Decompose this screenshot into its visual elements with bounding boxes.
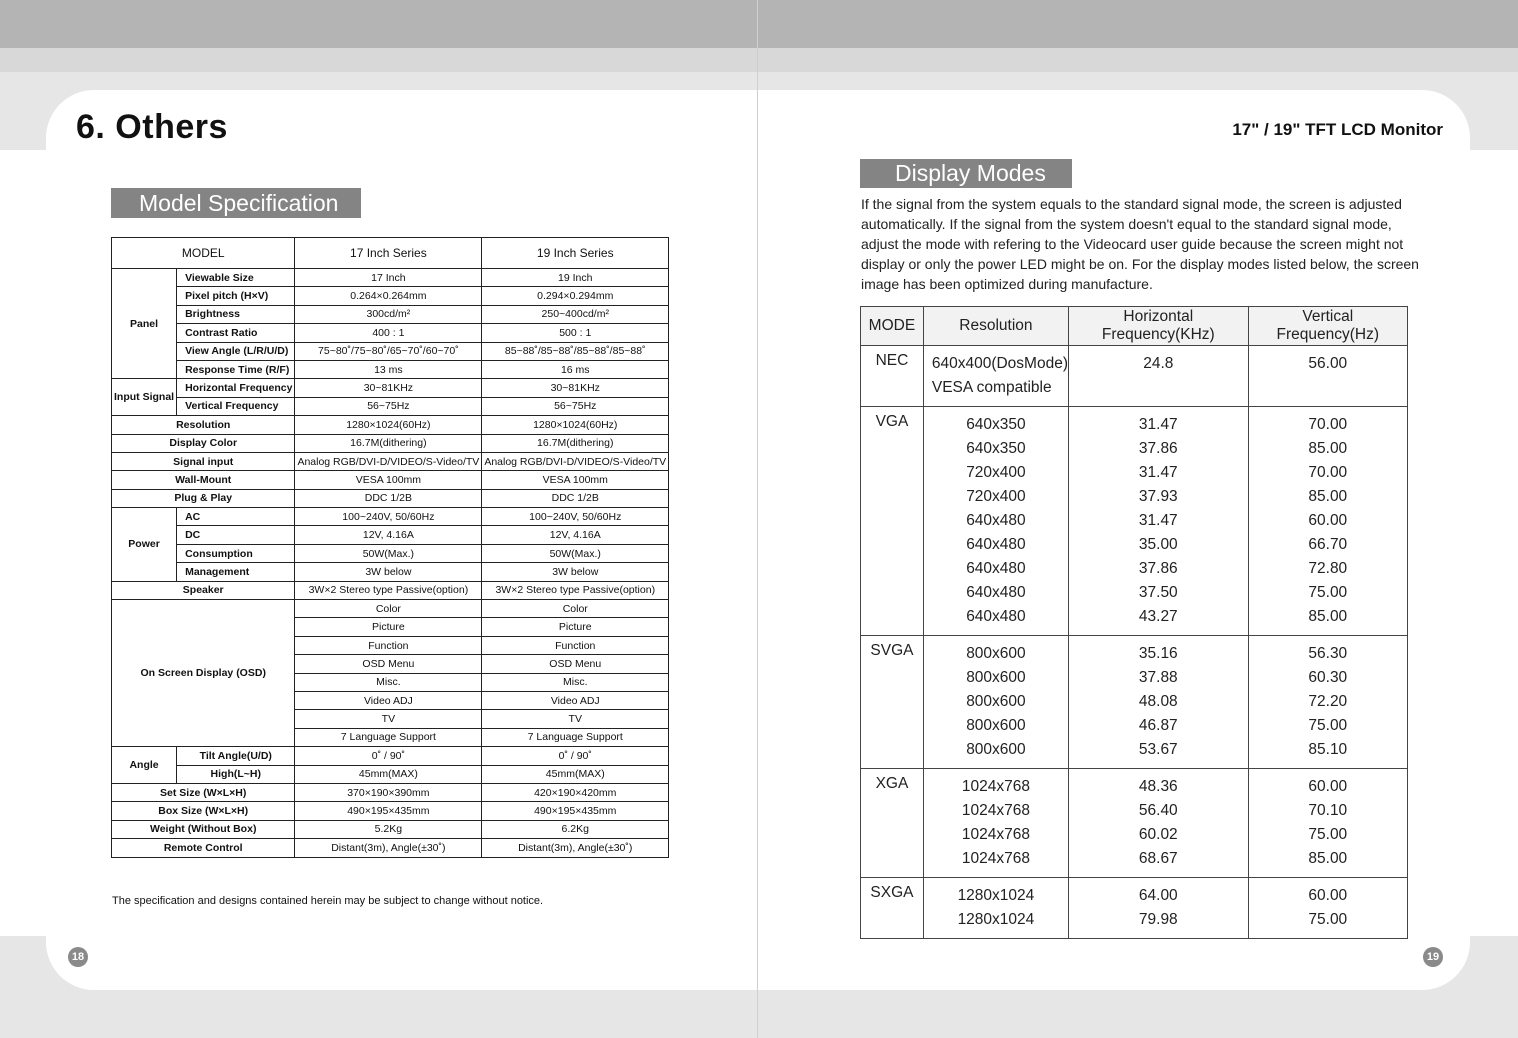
spec-value-17: 5.2Kg xyxy=(295,820,482,838)
spec-row xyxy=(112,452,669,470)
spec-label: Set Size (W×L×H) xyxy=(112,783,295,801)
mode-vfreq: 66.70 xyxy=(1248,533,1407,557)
spec-row xyxy=(112,342,669,360)
mode-resolution: 640x350 xyxy=(923,407,1068,438)
mode-vfreq: 56.00 xyxy=(1248,346,1407,377)
spec-value-17: 12V, 4.16A xyxy=(295,526,482,544)
spec-value-17: Video ADJ xyxy=(295,691,482,709)
mode-hfreq: 37.50 xyxy=(1069,581,1249,605)
spec-value-17: 3W×2 Stereo type Passive(option) xyxy=(295,581,482,599)
mode-resolution: 1024x768 xyxy=(923,847,1068,878)
mode-vfreq: 85.00 xyxy=(1248,485,1407,509)
spec-value-17: 7 Language Support xyxy=(295,728,482,746)
spec-group-label: Panel xyxy=(112,269,177,379)
spec-value-17: 370×190×390mm xyxy=(295,783,482,801)
spec-value-17: 400 : 1 xyxy=(295,324,482,342)
spec-value-19: 490×195×435mm xyxy=(482,802,669,820)
spec-value-17: 3W below xyxy=(295,563,482,581)
spec-value-19: Analog RGB/DVI-D/VIDEO/S-Video/TV xyxy=(482,452,669,470)
mode-hfreq: 24.8 xyxy=(1069,346,1249,377)
spec-value-17: TV xyxy=(295,710,482,728)
modes-row xyxy=(861,690,1408,714)
mode-label: XGA xyxy=(861,769,924,878)
spec-label: Weight (Without Box) xyxy=(112,820,295,838)
spec-group-label: Angle xyxy=(112,747,177,784)
mode-vfreq: 85.00 xyxy=(1248,437,1407,461)
spec-value-19: 3W×2 Stereo type Passive(option) xyxy=(482,581,669,599)
spec-value-19: Function xyxy=(482,636,669,654)
mode-vfreq: 70.10 xyxy=(1248,799,1407,823)
spec-label: Horizontal Frequency xyxy=(177,379,295,397)
mode-vfreq: 75.00 xyxy=(1248,823,1407,847)
top-band-light xyxy=(0,48,1518,72)
mode-resolution: 800x600 xyxy=(923,738,1068,769)
spec-label: DC xyxy=(177,526,295,544)
spec-value-19: 500 : 1 xyxy=(482,324,669,342)
spec-value-19: Misc. xyxy=(482,673,669,691)
spec-value-19: 0˚ / 90˚ xyxy=(482,747,669,765)
modes-row xyxy=(861,636,1408,667)
spec-label: Contrast Ratio xyxy=(177,324,295,342)
mode-hfreq: 35.00 xyxy=(1069,533,1249,557)
mode-vfreq: 60.00 xyxy=(1248,509,1407,533)
modes-row xyxy=(861,509,1408,533)
spec-row xyxy=(112,600,669,618)
spec-row xyxy=(112,379,669,397)
mode-hfreq: 46.87 xyxy=(1069,714,1249,738)
spec-value-19: 7 Language Support xyxy=(482,728,669,746)
mode-hfreq: 68.67 xyxy=(1069,847,1249,878)
mode-resolution: 800x600 xyxy=(923,714,1068,738)
spec-value-19: 50W(Max.) xyxy=(482,544,669,562)
spec-value-19: 45mm(MAX) xyxy=(482,765,669,783)
spec-value-17: VESA 100mm xyxy=(295,471,482,489)
spec-label: View Angle (L/R/U/D) xyxy=(177,342,295,360)
spec-value-17: Misc. xyxy=(295,673,482,691)
spec-value-19: 6.2Kg xyxy=(482,820,669,838)
spec-value-19: OSD Menu xyxy=(482,655,669,673)
spec-value-19: Picture xyxy=(482,618,669,636)
display-modes-table xyxy=(860,306,1408,939)
spec-row xyxy=(112,765,669,783)
chapter-title: 6. Others xyxy=(76,108,228,146)
modes-header-resolution: Resolution xyxy=(923,307,1068,346)
mode-resolution: 1280x1024 xyxy=(923,908,1068,939)
spec-footnote: The specification and designs contained herein may be subject to change without notice. xyxy=(112,895,544,907)
spec-label: Tilt Angle(U/D) xyxy=(177,747,295,765)
spec-table xyxy=(111,237,669,858)
modes-header-vfreq: Vertical Frequency(Hz) xyxy=(1248,307,1407,346)
spec-value-19: 19 Inch xyxy=(482,269,669,287)
mode-resolution: 640x480 xyxy=(923,557,1068,581)
spec-value-19: 420×190×420mm xyxy=(482,783,669,801)
spec-value-19: 3W below xyxy=(482,563,669,581)
spec-row xyxy=(112,802,669,820)
spec-header-17: 17 Inch Series xyxy=(295,238,482,269)
mode-hfreq: 48.08 xyxy=(1069,690,1249,714)
mode-resolution: 800x600 xyxy=(923,636,1068,667)
mode-hfreq: 43.27 xyxy=(1069,605,1249,636)
spec-row xyxy=(112,747,669,765)
spec-value-17: 16.7M(dithering) xyxy=(295,434,482,452)
mode-hfreq: 31.47 xyxy=(1069,461,1249,485)
spec-label: Consumption xyxy=(177,544,295,562)
spec-value-17: OSD Menu xyxy=(295,655,482,673)
mode-label: NEC xyxy=(861,346,924,407)
spec-label: High(L~H) xyxy=(177,765,295,783)
spec-row xyxy=(112,434,669,452)
mode-hfreq: 37.86 xyxy=(1069,557,1249,581)
mode-vfreq: 72.20 xyxy=(1248,690,1407,714)
spec-label: Signal input xyxy=(112,452,295,470)
mode-resolution: 640x480 xyxy=(923,509,1068,533)
spec-row xyxy=(112,305,669,323)
spec-value-17: 0.264×0.264mm xyxy=(295,287,482,305)
spec-row xyxy=(112,563,669,581)
mode-hfreq: 79.98 xyxy=(1069,908,1249,939)
mode-label: SXGA xyxy=(861,878,924,939)
modes-row xyxy=(861,581,1408,605)
spec-value-17: 1280×1024(60Hz) xyxy=(295,416,482,434)
mode-hfreq: 56.40 xyxy=(1069,799,1249,823)
mode-resolution: 720x400 xyxy=(923,461,1068,485)
mode-vfreq: 60.00 xyxy=(1248,769,1407,800)
modes-row xyxy=(861,799,1408,823)
mode-resolution: 800x600 xyxy=(923,690,1068,714)
mode-hfreq: 60.02 xyxy=(1069,823,1249,847)
mode-hfreq: 37.93 xyxy=(1069,485,1249,509)
mode-hfreq: 48.36 xyxy=(1069,769,1249,800)
mode-vfreq: 60.30 xyxy=(1248,666,1407,690)
modes-row xyxy=(861,738,1408,769)
mode-vfreq: 85.00 xyxy=(1248,847,1407,878)
modes-row xyxy=(861,376,1408,407)
mode-resolution: 640x350 xyxy=(923,437,1068,461)
spec-group-label: Input Signal xyxy=(112,379,177,416)
spec-value-19: Distant(3m), Angle(±30˚) xyxy=(482,839,669,857)
spec-row xyxy=(112,397,669,415)
spec-row xyxy=(112,526,669,544)
page-spine xyxy=(757,0,758,1038)
modes-row xyxy=(861,533,1408,557)
mode-label: SVGA xyxy=(861,636,924,769)
modes-row xyxy=(861,908,1408,939)
mode-hfreq: 31.47 xyxy=(1069,509,1249,533)
spec-value-19: Video ADJ xyxy=(482,691,669,709)
top-band xyxy=(0,0,1518,48)
model-spec-heading: Model Specification xyxy=(111,188,361,218)
spec-value-17: 30~81KHz xyxy=(295,379,482,397)
spec-value-19: Color xyxy=(482,600,669,618)
modes-header-hfreq: Horizontal Frequency(KHz) xyxy=(1069,307,1249,346)
mode-hfreq: 37.86 xyxy=(1069,437,1249,461)
spec-value-17: 17 Inch xyxy=(295,269,482,287)
modes-row xyxy=(861,769,1408,800)
spec-row xyxy=(112,489,669,507)
mode-vfreq: 60.00 xyxy=(1248,878,1407,909)
mode-hfreq: 37.88 xyxy=(1069,666,1249,690)
spec-row xyxy=(112,360,669,378)
mode-resolution: 800x600 xyxy=(923,666,1068,690)
mode-resolution: 1024x768 xyxy=(923,799,1068,823)
mode-vfreq: 75.00 xyxy=(1248,581,1407,605)
intro-line: automatically. If the signal from the system doesn't equal to the standard signal mode, xyxy=(861,216,1392,232)
mode-vfreq: 75.00 xyxy=(1248,908,1407,939)
spec-group-label: Power xyxy=(112,508,177,582)
spec-row xyxy=(112,839,669,857)
modes-row xyxy=(861,666,1408,690)
spec-value-17: 56~75Hz xyxy=(295,397,482,415)
spec-label: AC xyxy=(177,508,295,526)
spec-value-17: Picture xyxy=(295,618,482,636)
spec-value-19: TV xyxy=(482,710,669,728)
mode-label: VGA xyxy=(861,407,924,636)
modes-row xyxy=(861,557,1408,581)
spec-value-19: 250~400cd/m² xyxy=(482,305,669,323)
spec-value-17: Color xyxy=(295,600,482,618)
spec-value-19: VESA 100mm xyxy=(482,471,669,489)
modes-row xyxy=(861,714,1408,738)
spec-row xyxy=(112,287,669,305)
spec-value-19: 100~240V, 50/60Hz xyxy=(482,508,669,526)
intro-line: If the signal from the system equals to the standard signal mode, the screen is adjusted xyxy=(861,196,1402,212)
spec-value-17: 45mm(MAX) xyxy=(295,765,482,783)
spec-label: Wall-Mount xyxy=(112,471,295,489)
intro-line: adjust the mode with refering to the Videocard user guide because the screen might not xyxy=(861,236,1404,252)
mode-vfreq xyxy=(1248,376,1407,407)
spec-label: Box Size (W×L×H) xyxy=(112,802,295,820)
spec-value-17: 300cd/m² xyxy=(295,305,482,323)
modes-row xyxy=(861,437,1408,461)
mode-resolution: 640x480 xyxy=(923,605,1068,636)
modes-row xyxy=(861,407,1408,438)
mode-resolution: 1024x768 xyxy=(923,823,1068,847)
spec-label: Resolution xyxy=(112,416,295,434)
spec-value-17: DDC 1/2B xyxy=(295,489,482,507)
spec-value-17: 490×195×435mm xyxy=(295,802,482,820)
spec-group-label: On Screen Display (OSD) xyxy=(112,600,295,747)
spec-row xyxy=(112,508,669,526)
mode-resolution: 640x480 xyxy=(923,533,1068,557)
spec-label: Pixel pitch (H×V) xyxy=(177,287,295,305)
spec-value-17: Distant(3m), Angle(±30˚) xyxy=(295,839,482,857)
spec-value-17: 100~240V, 50/60Hz xyxy=(295,508,482,526)
right-margin xyxy=(1470,150,1518,936)
mode-hfreq: 31.47 xyxy=(1069,407,1249,438)
spec-label: Vertical Frequency xyxy=(177,397,295,415)
spec-value-19: DDC 1/2B xyxy=(482,489,669,507)
mode-resolution: 640x480 xyxy=(923,581,1068,605)
mode-resolution: 1024x768 xyxy=(923,769,1068,800)
spec-value-17: Analog RGB/DVI-D/VIDEO/S-Video/TV xyxy=(295,452,482,470)
modes-row xyxy=(861,847,1408,878)
left-margin xyxy=(0,150,46,936)
page-number-left: 18 xyxy=(68,947,88,967)
spec-value-17: 13 ms xyxy=(295,360,482,378)
mode-vfreq: 70.00 xyxy=(1248,461,1407,485)
display-modes-heading: Display Modes xyxy=(860,159,1072,188)
spec-label: Viewable Size xyxy=(177,269,295,287)
spec-row xyxy=(112,471,669,489)
spec-value-17: Function xyxy=(295,636,482,654)
modes-row xyxy=(861,461,1408,485)
spec-row xyxy=(112,581,669,599)
product-title: 17" / 19" TFT LCD Monitor xyxy=(1232,120,1443,139)
modes-row xyxy=(861,346,1408,377)
spec-value-19: 0.294×0.294mm xyxy=(482,287,669,305)
spec-value-19: 16.7M(dithering) xyxy=(482,434,669,452)
mode-hfreq: 64.00 xyxy=(1069,878,1249,909)
spec-value-19: 12V, 4.16A xyxy=(482,526,669,544)
spec-label: Speaker xyxy=(112,581,295,599)
mode-vfreq: 72.80 xyxy=(1248,557,1407,581)
spec-row xyxy=(112,324,669,342)
mode-resolution: VESA compatible xyxy=(923,376,1068,407)
spec-label: Remote Control xyxy=(112,839,295,857)
spec-row xyxy=(112,416,669,434)
spec-value-17: 50W(Max.) xyxy=(295,544,482,562)
mode-vfreq: 56.30 xyxy=(1248,636,1407,667)
spec-value-19: 85~88˚/85~88˚/85~88˚/85~88˚ xyxy=(482,342,669,360)
intro-line: image has been optimized during manufacture. xyxy=(861,276,1153,292)
spec-value-17: 0˚ / 90˚ xyxy=(295,747,482,765)
modes-header-mode: MODE xyxy=(861,307,924,346)
spec-header-model: MODEL xyxy=(112,238,295,269)
spec-label: Management xyxy=(177,563,295,581)
spec-value-17: 75~80˚/75~80˚/65~70˚/60~70˚ xyxy=(295,342,482,360)
mode-resolution: 720x400 xyxy=(923,485,1068,509)
modes-row xyxy=(861,485,1408,509)
mode-vfreq: 85.10 xyxy=(1248,738,1407,769)
page-number-right: 19 xyxy=(1423,947,1443,967)
mode-vfreq: 75.00 xyxy=(1248,714,1407,738)
mode-resolution: 1280x1024 xyxy=(923,878,1068,909)
mode-resolution: 640x400(DosMode) xyxy=(923,346,1068,377)
spec-label: Display Color xyxy=(112,434,295,452)
spec-row xyxy=(112,820,669,838)
spec-label: Plug & Play xyxy=(112,489,295,507)
spec-header-19: 19 Inch Series xyxy=(482,238,669,269)
spec-label: Response Time (R/F) xyxy=(177,360,295,378)
display-modes-intro xyxy=(861,194,1421,294)
modes-row xyxy=(861,605,1408,636)
modes-row xyxy=(861,823,1408,847)
spec-value-19: 30~81KHz xyxy=(482,379,669,397)
spec-label: Brightness xyxy=(177,305,295,323)
spec-row xyxy=(112,544,669,562)
spec-value-19: 56~75Hz xyxy=(482,397,669,415)
modes-row xyxy=(861,878,1408,909)
mode-vfreq: 85.00 xyxy=(1248,605,1407,636)
mode-hfreq: 53.67 xyxy=(1069,738,1249,769)
spec-value-19: 16 ms xyxy=(482,360,669,378)
mode-vfreq: 70.00 xyxy=(1248,407,1407,438)
spec-value-19: 1280×1024(60Hz) xyxy=(482,416,669,434)
mode-hfreq: 35.16 xyxy=(1069,636,1249,667)
spec-row xyxy=(112,783,669,801)
intro-line: display or only the power LED might be on. For the display modes listed below, the screen xyxy=(861,256,1419,272)
spec-row xyxy=(112,269,669,287)
mode-hfreq xyxy=(1069,376,1249,407)
